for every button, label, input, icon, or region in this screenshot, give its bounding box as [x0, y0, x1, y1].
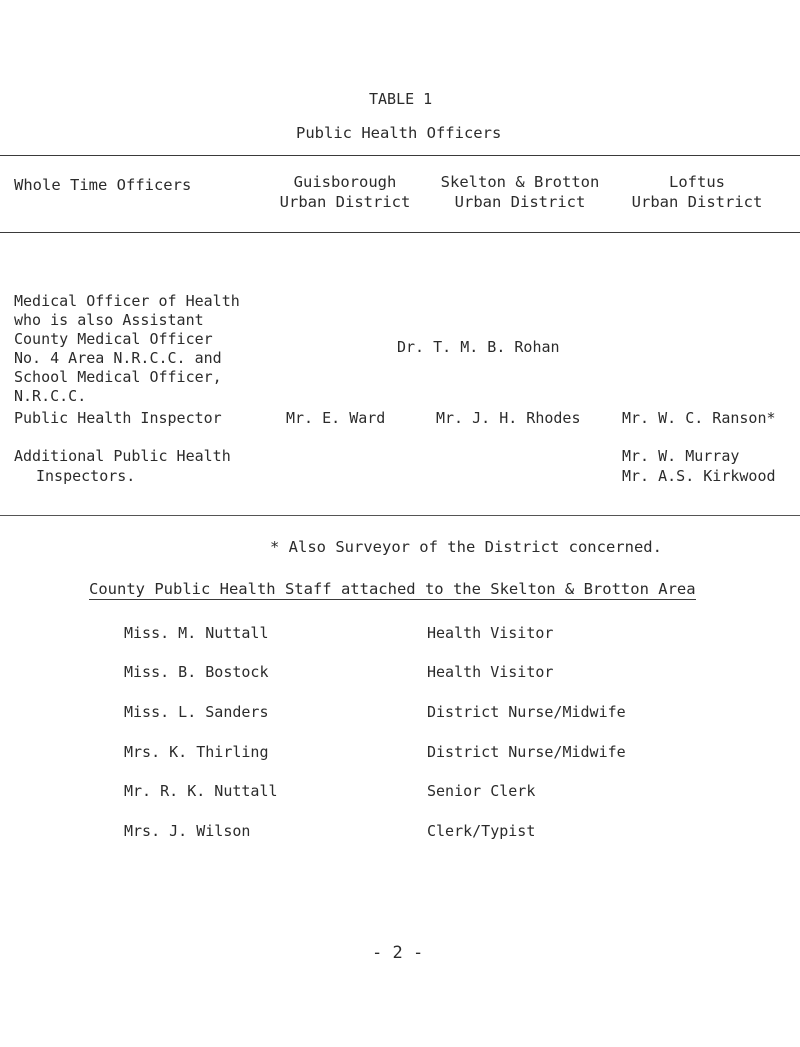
aphi-loftus-2: Mr. A.S. Kirkwood [622, 467, 776, 485]
phi-label: Public Health Inspector [14, 409, 222, 427]
moh-label-line: N.R.C.C. [14, 387, 87, 405]
header-whole-time-officers: Whole Time Officers [14, 176, 192, 194]
staff-role: District Nurse/Midwife [427, 703, 626, 721]
header-guisborough-line2: Urban District [279, 193, 411, 211]
staff-name: Miss. M. Nuttall [124, 624, 269, 642]
phi-skelton: Mr. J. H. Rhodes [436, 409, 581, 427]
header-guisborough-line1: Guisborough [293, 173, 397, 191]
top-rule [0, 155, 800, 156]
aphi-loftus-1: Mr. W. Murray [622, 447, 740, 465]
staff-role: Senior Clerk [427, 782, 536, 800]
staff-role: Clerk/Typist [427, 822, 536, 840]
aphi-label [14, 446, 231, 486]
aphi-loftus [622, 446, 776, 486]
moh-value: Dr. T. M. B. Rohan [397, 338, 560, 356]
moh-label-line: No. 4 Area N.R.C.C. and [14, 349, 222, 367]
staff-name: Mr. R. K. Nuttall [124, 782, 278, 800]
phi-loftus: Mr. W. C. Ranson* [622, 409, 776, 427]
header-loftus-line1: Loftus [669, 173, 725, 191]
county-staff-heading-text: County Public Health Staff attached to the Skelton & Brotton Area [89, 580, 696, 598]
footnote: * Also Surveyor of the District concerned. [270, 538, 662, 556]
staff-role: District Nurse/Midwife [427, 743, 626, 761]
staff-role: Health Visitor [427, 624, 554, 642]
aphi-label-line1: Additional Public Health [14, 447, 231, 465]
staff-role: Health Visitor [427, 663, 554, 681]
staff-name: Mrs. J. Wilson [124, 822, 251, 840]
header-guisborough [270, 172, 420, 212]
page-number: - 2 - [372, 943, 424, 963]
aphi-label-line2: Inspectors. [36, 467, 136, 485]
moh-label-line: County Medical Officer [14, 330, 213, 348]
staff-name: Miss. B. Bostock [124, 663, 269, 681]
moh-label-line: who is also Assistant [14, 311, 204, 329]
header-loftus [612, 172, 782, 212]
moh-label [14, 292, 240, 406]
header-skelton-line2: Urban District [454, 193, 586, 211]
staff-name: Mrs. K. Thirling [124, 743, 269, 761]
county-staff-heading [89, 580, 696, 598]
staff-name: Miss. L. Sanders [124, 703, 269, 721]
phi-guisborough: Mr. E. Ward [286, 409, 386, 427]
header-skelton-line1: Skelton & Brotton [440, 173, 600, 191]
header-skelton-brotton [420, 172, 620, 212]
table-label: TABLE 1 [369, 90, 433, 108]
table-bottom-rule [0, 515, 800, 516]
moh-label-line: School Medical Officer, [14, 368, 222, 386]
page-title: Public Health Officers [296, 124, 502, 142]
header-loftus-line2: Urban District [631, 193, 763, 211]
moh-label-line: Medical Officer of Health [14, 292, 240, 310]
header-rule [0, 232, 800, 233]
